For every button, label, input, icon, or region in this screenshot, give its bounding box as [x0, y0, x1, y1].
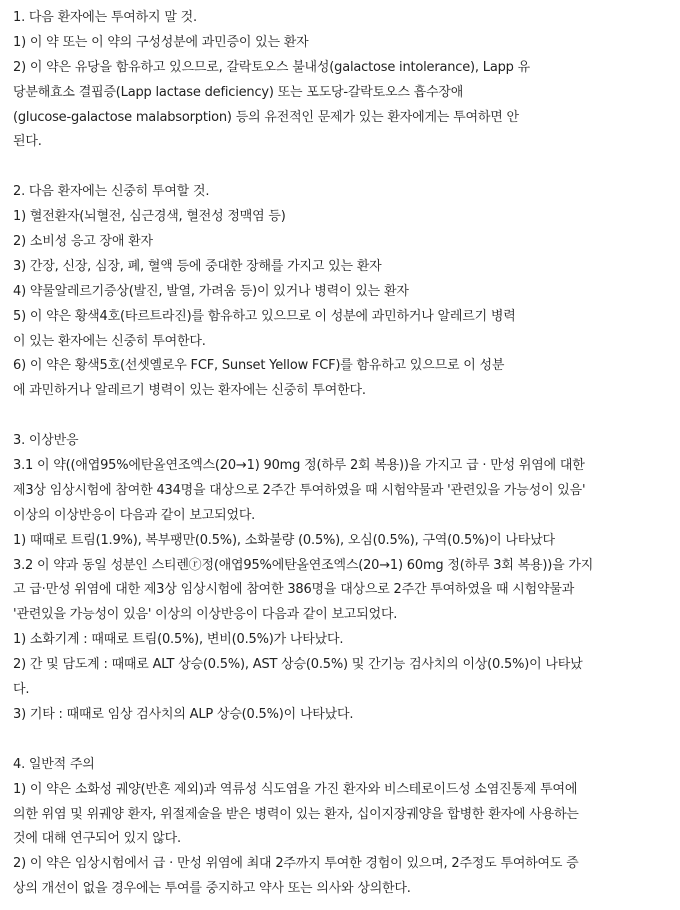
- text-line: 에 과민하거나 알레르기 병력이 있는 환자에는 신중히 투여한다.: [13, 383, 366, 399]
- paragraph-spacer: [13, 728, 677, 753]
- text-line: 상의 개선이 없을 경우에는 투여를 중지하고 약사 또는 의사와 상의한다.: [13, 881, 411, 897]
- text-line: 고 급·만성 위염에 대한 제3상 임상시험에 참여한 386명을 대상으로 2주간 투여하였을 때 시험약물과: [13, 582, 575, 598]
- text-line: 의한 위염 및 위궤양 환자, 위절제술을 받은 병력이 있는 환자, 십이지장궤양을 합병한 환자에 사용하는: [13, 806, 579, 822]
- text-line: 1) 때때로 트림(1.9%), 복부팽만(0.5%), 소화불량 (0.5%), 오심(0.5%), 구역(0.5%)이 나타났다: [13, 532, 555, 548]
- section-heading: 2. 다음 환자에는 신중히 투여할 것.: [13, 184, 210, 200]
- text-line: 5) 이 약은 황색4호(타르트라진)를 함유하고 있으므로 이 성분에 과민하거나 알레르기 병력: [13, 308, 516, 324]
- text-line: 6) 이 약은 황색5호(선셋옐로우 FCF, Sunset Yellow FCF)를 함유하고 있으므로 이 성분: [13, 358, 505, 374]
- text-line: 다.: [13, 682, 30, 698]
- text-line: 4) 약물알레르기증상(발진, 발열, 가려움 등)이 있거나 병력이 있는 환자: [13, 283, 409, 299]
- text-line: 3.1 이 약((애엽95%에탄올연조엑스(20→1) 90mg 정(하루 2회 복용))을 가지고 급 · 만성 위염에 대한: [13, 458, 585, 474]
- text-line: 3.2 이 약과 동일 성분인 스티렌ⓡ정(애엽95%에탄올연조엑스(20→1) 60mg 정(하루 3회 복용))을 가지: [13, 557, 594, 573]
- paragraph-spacer: [13, 404, 677, 429]
- text-line: 2) 소비성 응고 장애 환자: [13, 234, 153, 250]
- text-line: 제3상 임상시험에 참여한 434명을 대상으로 2주간 투여하였을 때 시험약물과 '관련있을 가능성이 있음': [13, 482, 586, 498]
- text-line: 3) 간장, 신장, 심장, 폐, 혈액 등에 중대한 장해를 가지고 있는 환자: [13, 258, 382, 274]
- section-contraindications: [13, 6, 677, 155]
- text-line: (glucose-galactose malabsorption) 등의 유전적인 문제가 있는 환자에게는 투여하면 안: [13, 109, 519, 125]
- section-heading: 1. 다음 환자에는 투여하지 말 것.: [13, 10, 197, 25]
- section-general-precautions: [13, 753, 677, 902]
- text-line: 당분해효소 결핍증(Lapp lactase deficiency) 또는 포도당-갈락토오스 흡수장애: [13, 84, 464, 100]
- text-line: 3) 기타 : 때때로 임상 검사치의 ALP 상승(0.5%)이 나타났다.: [13, 706, 354, 722]
- text-line: '관련있을 가능성이 있음' 이상의 이상반응이 다음과 같이 보고되었다.: [13, 607, 398, 623]
- text-line: 된다.: [13, 134, 42, 150]
- text-line: 1) 이 약은 소화성 궤양(반흔 제외)과 역류성 식도염을 가진 환자와 비스테로이드성 소염진통제 투여에: [13, 781, 578, 797]
- text-line: 이상의 이상반응이 다음과 같이 보고되었다.: [13, 507, 256, 523]
- text-line: 것에 대해 연구되어 있지 않다.: [13, 831, 181, 847]
- text-line: 2) 간 및 담도계 : 때때로 ALT 상승(0.5%), AST 상승(0.5%) 및 간기능 검사치의 이상(0.5%)이 나타났: [13, 657, 583, 673]
- section-heading: 3. 이상반응: [13, 433, 79, 449]
- text-line: 1) 소화기계 : 때때로 트림(0.5%), 변비(0.5%)가 나타났다.: [13, 632, 344, 648]
- text-line: 2) 이 약은 유당을 함유하고 있으므로, 갈락토오스 불내성(galactose intolerance), Lapp 유: [13, 59, 530, 75]
- document-body: [13, 6, 677, 902]
- text-line: 2) 이 약은 임상시험에서 급 · 만성 위염에 최대 2주까지 투여한 경험이 있으며, 2주정도 투여하여도 증: [13, 856, 579, 872]
- paragraph-spacer: [13, 155, 677, 180]
- section-heading: 4. 일반적 주의: [13, 756, 95, 772]
- text-line: 1) 이 약 또는 이 약의 구성성분에 과민증이 있는 환자: [13, 34, 309, 50]
- section-adverse-reactions: [13, 429, 677, 728]
- text-line: 이 있는 환자에는 신중히 투여한다.: [13, 333, 206, 349]
- text-line: 1) 혈전환자(뇌혈전, 심근경색, 혈전성 정맥염 등): [13, 209, 286, 225]
- section-careful-administration: [13, 180, 677, 404]
